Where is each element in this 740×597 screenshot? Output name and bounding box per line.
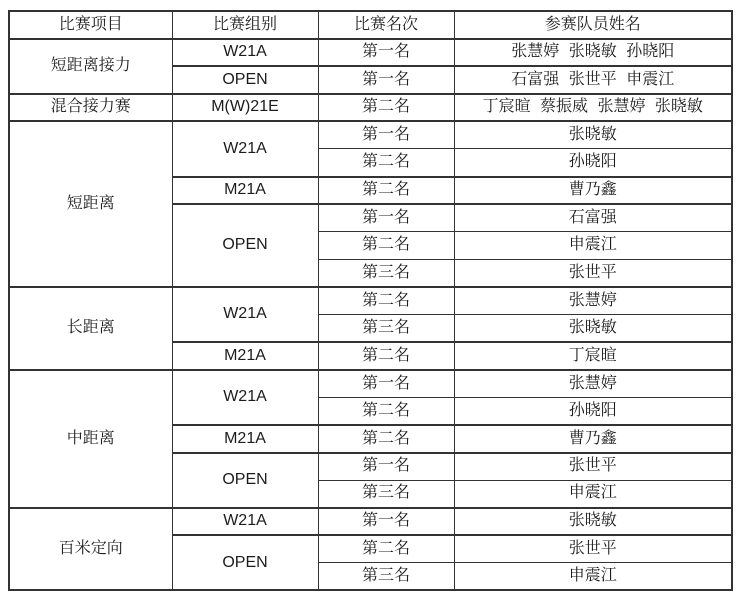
event-cell: 百米定向 — [9, 508, 172, 591]
rank-cell: 第二名 — [318, 535, 454, 563]
rank-cell: 第三名 — [318, 563, 454, 591]
event-cell: 短距离接力 — [9, 39, 172, 94]
event-cell: 混合接力赛 — [9, 94, 172, 122]
table-row — [9, 39, 732, 67]
names-cell: 申震江 — [454, 563, 732, 591]
category-cell: W21A — [172, 39, 318, 67]
rank-cell: 第二名 — [318, 287, 454, 315]
names-cell: 曹乃鑫 — [454, 177, 732, 205]
table-row — [9, 370, 732, 398]
category-cell: W21A — [172, 508, 318, 536]
category-cell: OPEN — [172, 535, 318, 590]
category-cell: OPEN — [172, 453, 318, 508]
names-cell: 张世平 — [454, 259, 732, 287]
event-cell: 长距离 — [9, 287, 172, 370]
names-cell: 张慧婷 张晓敏 孙晓阳 — [454, 39, 732, 67]
rank-cell: 第三名 — [318, 480, 454, 508]
names-cell: 张慧婷 — [454, 287, 732, 315]
rank-cell: 第二名 — [318, 177, 454, 205]
rank-cell: 第三名 — [318, 315, 454, 343]
names-cell: 张慧婷 — [454, 370, 732, 398]
category-cell: M21A — [172, 425, 318, 453]
rank-cell: 第二名 — [318, 149, 454, 177]
rank-cell: 第二名 — [318, 232, 454, 260]
header-rank: 比赛名次 — [318, 11, 454, 39]
category-cell: OPEN — [172, 66, 318, 94]
header-event: 比赛项目 — [9, 11, 172, 39]
names-cell: 张晓敏 — [454, 315, 732, 343]
names-cell: 张世平 — [454, 453, 732, 481]
names-cell: 曹乃鑫 — [454, 425, 732, 453]
event-cell: 中距离 — [9, 370, 172, 508]
header-names: 参赛队员姓名 — [454, 11, 732, 39]
table-row — [9, 287, 732, 315]
names-cell: 丁宸暄 蔡振威 张慧婷 张晓敏 — [454, 94, 732, 122]
table-row — [9, 508, 732, 536]
header-category: 比赛组别 — [172, 11, 318, 39]
table-row — [9, 94, 732, 122]
header-row — [9, 11, 732, 39]
rank-cell: 第一名 — [318, 370, 454, 398]
rank-cell: 第一名 — [318, 39, 454, 67]
rank-cell: 第二名 — [318, 397, 454, 425]
rank-cell: 第二名 — [318, 425, 454, 453]
names-cell: 申震江 — [454, 232, 732, 260]
category-cell: M21A — [172, 342, 318, 370]
rank-cell: 第一名 — [318, 508, 454, 536]
table-row — [9, 121, 732, 149]
rank-cell: 第一名 — [318, 66, 454, 94]
names-cell: 石富强 — [454, 204, 732, 232]
names-cell: 孙晓阳 — [454, 397, 732, 425]
results-table — [8, 10, 733, 591]
event-cell: 短距离 — [9, 121, 172, 287]
category-cell: M(W)21E — [172, 94, 318, 122]
category-cell: W21A — [172, 287, 318, 342]
rank-cell: 第一名 — [318, 453, 454, 481]
rank-cell: 第三名 — [318, 259, 454, 287]
names-cell: 张晓敏 — [454, 121, 732, 149]
category-cell: W21A — [172, 370, 318, 425]
names-cell: 石富强 张世平 申震江 — [454, 66, 732, 94]
rank-cell: 第一名 — [318, 204, 454, 232]
names-cell: 丁宸暄 — [454, 342, 732, 370]
names-cell: 张晓敏 — [454, 508, 732, 536]
names-cell: 张世平 — [454, 535, 732, 563]
category-cell: M21A — [172, 177, 318, 205]
category-cell: OPEN — [172, 204, 318, 287]
rank-cell: 第二名 — [318, 94, 454, 122]
names-cell: 孙晓阳 — [454, 149, 732, 177]
names-cell: 申震江 — [454, 480, 732, 508]
category-cell: W21A — [172, 121, 318, 176]
rank-cell: 第二名 — [318, 342, 454, 370]
rank-cell: 第一名 — [318, 121, 454, 149]
